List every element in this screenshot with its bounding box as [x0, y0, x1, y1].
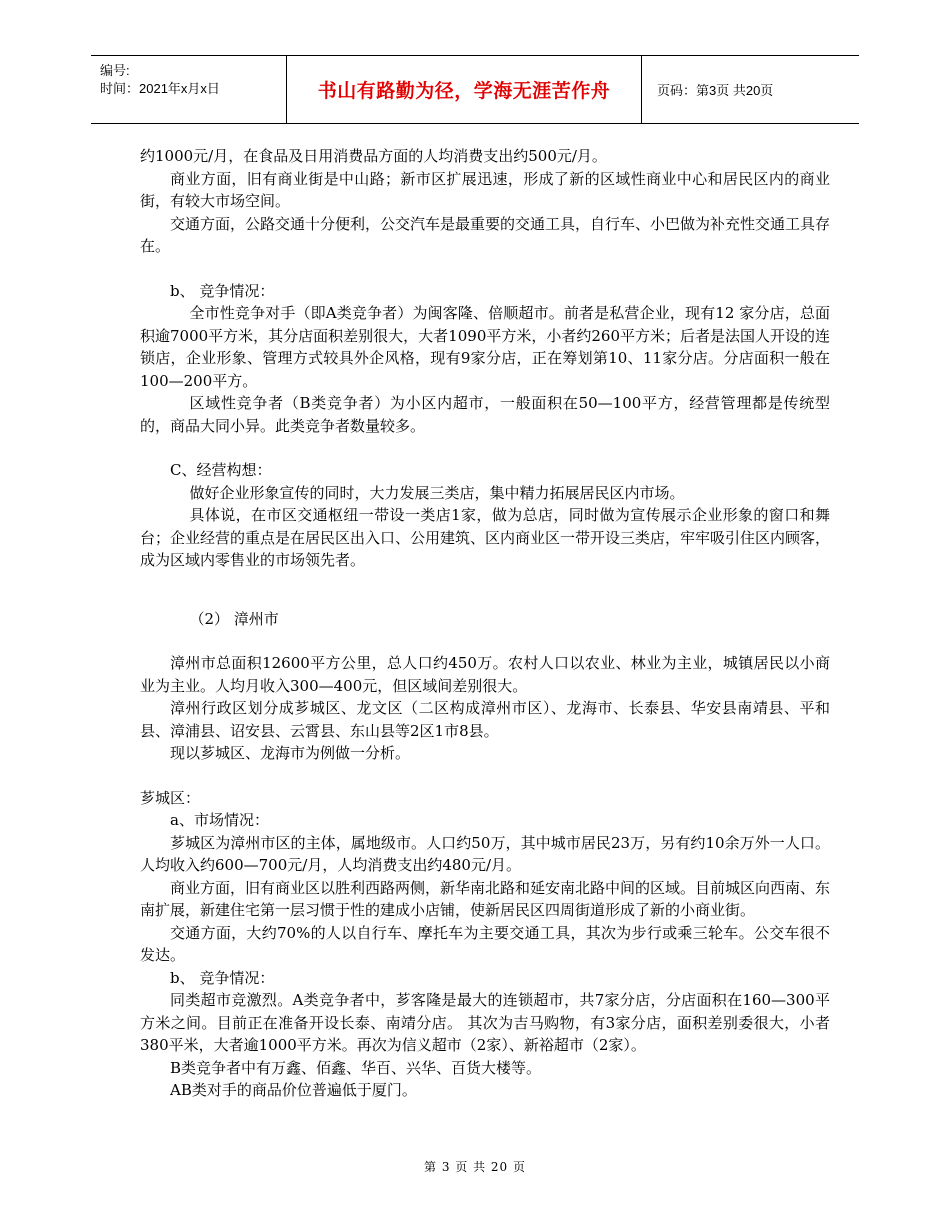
paragraph: 同类超市竞激烈。A类竞争者中，芗客隆是最大的连锁超市，共7家分店，分店面积在160—300平方米之间。目前正在准备开设长泰、南靖分店。 其次为吉马购物，有3家分店，面积差别委很大，小者380平米，大者逾1000平方米。再次为信义超市（2家）、新裕超市（2家）。 — [140, 991, 830, 1054]
document-time: 时间：2021年x月x日 — [100, 81, 220, 96]
header-motto-cell — [287, 56, 642, 123]
paragraph: 交通方面，公路交通十分便利，公交汽车是最重要的交通工具，自行车、小巴做为补充性交通工具存在。 — [140, 214, 831, 255]
header-meta — [91, 56, 287, 123]
paragraph: AB类对手的商品价位普遍低于厦门。 — [170, 1081, 417, 1099]
document-body — [140, 145, 830, 1102]
header-page-cell — [642, 56, 859, 123]
paragraph: 芗城区为漳州市区的主体，属地级市。人口约50万，其中城市居民23万，另有约10余万外一人口。人均收入约600—700元/月，人均消费支出约480元/月。 — [140, 833, 830, 874]
paragraph: 区域性竞争者（B类竞争者）为小区内超市，一般面积在50—100平方，经营管理都是传统型的，商品大同小异。此类竞争者数量较多。 — [140, 394, 830, 435]
paragraph: 具体说，在市区交通枢纽一带设一类店1家，做为总店，同时做为宣传展示企业形象的窗口和舞台；企业经营的重点是在居民区出入口、公用建筑、区内商业区一带开设三类店，牢牢吸引住区内顾客，成为区域内零售业的市场领先者。 — [140, 506, 831, 569]
page-header — [91, 55, 859, 124]
paragraph: 商业方面，旧有商业区以胜利西路两侧，新华南北路和延安南北路中间的区域。目前城区向西南、东南扩展，新建住宅第一层习惯于性的建成小店铺，使新居民区四周街道形成了新的小商业街。 — [140, 878, 831, 919]
paragraph: 商业方面，旧有商业街是中山路；新市区扩展迅速，形成了新的区域性商业中心和居民区内的商业街，有较大市场空间。 — [140, 169, 830, 210]
paragraph: 全市性竞争对手（即A类竞争者）为闽客隆、倍顺超市。前者是私营企业，现有12 家分店，总面积逾7000平方米，其分店面积差别很大，大者1090平方米，小者约260平方米；后者是法国人开设的连锁店，企业形象、管理方式较具外企风格，现有9家分店，正在筹划第10、11家分店。分店面积一般在100—200平方。 — [140, 304, 830, 390]
section-heading: C、经营构想： — [170, 461, 272, 479]
paragraph: 现以芗城区、龙海市为例做一分析。 — [170, 744, 411, 762]
paragraph: 交通方面，大约70%的人以自行车、摩托车为主要交通工具，其次为步行或乘三轮车。公交车很不发达。 — [140, 923, 830, 964]
section-title: （2） 漳州市 — [189, 609, 279, 628]
paragraph: 漳州市总面积12600平方公里，总人口约450万。农村人口以农业、林业为主业，城镇居民以小商业为主业。人均月收入300—400元，但区域间差别很大。 — [140, 654, 830, 695]
document-number-label: 编号: — [100, 63, 130, 78]
section-heading: b、 竞争情况： — [170, 281, 275, 300]
paragraph: 约1000元/月，在食品及日用消费品方面的人均消费支出约500元/月。 — [140, 147, 607, 165]
page-footer: 第 3 页 共 20 页 — [424, 1160, 526, 1174]
paragraph: 做好企业形象宣传的同时，大力发展三类店，集中精力拓展居民区内市场。 — [189, 483, 685, 502]
section-heading: a、市场情况： — [170, 811, 269, 829]
subsection-title: 芗城区： — [140, 788, 201, 807]
paragraph: B类竞争者中有万鑫、佰鑫、华百、兴华、百货大楼等。 — [170, 1058, 542, 1077]
header-page-info: 页码：第3页 共20页 — [657, 83, 774, 98]
header-motto: 书山有路勤为径，学海无涯苦作舟 — [317, 80, 611, 102]
section-heading: b、 竞争情况： — [170, 968, 275, 987]
paragraph: 漳州行政区划分成芗城区、龙文区（二区构成漳州市区）、龙海市、长泰县、华安县南靖县、平和县、漳浦县、诏安县、云霄县、东山县等2区1市8县。 — [140, 699, 830, 740]
